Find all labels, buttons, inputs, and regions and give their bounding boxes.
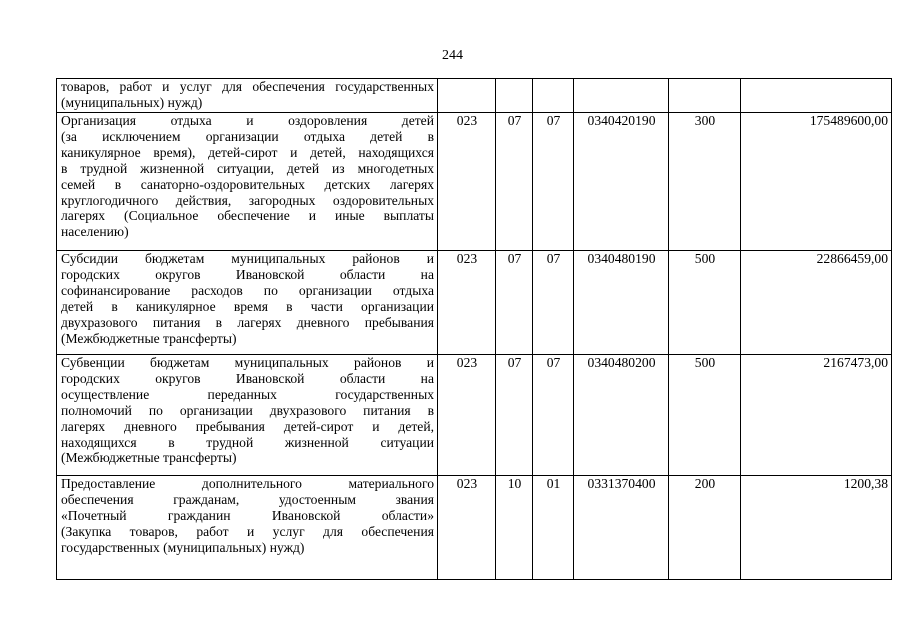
amount-cell: 1200,38 bbox=[741, 476, 892, 580]
description-line: Предоставление дополнительного материального bbox=[61, 476, 434, 491]
description-line: каникулярное время), детей-сирот и детей, находящихся bbox=[61, 144, 434, 160]
description-line: семей в санаторно-оздоровительных детских лагерях bbox=[61, 176, 434, 192]
description-line: Организация отдыха и оздоровления детей bbox=[61, 113, 434, 128]
description-line: в трудной жизненной ситуации, детей из многодетных bbox=[61, 160, 434, 176]
amount-cell: 2167473,00 bbox=[741, 355, 892, 476]
gr-cell: 023 bbox=[438, 251, 496, 355]
description-line: (муниципальных) нужд) bbox=[61, 94, 203, 110]
vr-cell: 500 bbox=[669, 355, 741, 476]
description-line: софинансирование расходов по организации отдыха bbox=[61, 282, 434, 298]
description-line: детей в каникулярное время в части организации bbox=[61, 298, 434, 314]
description-cell bbox=[57, 79, 438, 113]
csr-cell: 0340420190 bbox=[574, 113, 669, 251]
pr-cell: 07 bbox=[533, 113, 574, 251]
table-row bbox=[57, 113, 892, 251]
vr-cell: 500 bbox=[669, 251, 741, 355]
rz-cell: 10 bbox=[496, 476, 533, 580]
description-line: лагерях дневного пребывания детей-сирот и детей, bbox=[61, 418, 434, 434]
csr-cell: 0331370400 bbox=[574, 476, 669, 580]
description-cell bbox=[57, 113, 438, 251]
description-line: (Межбюджетные трансферты) bbox=[61, 450, 237, 466]
table-row bbox=[57, 355, 892, 476]
rz-cell bbox=[496, 79, 533, 113]
description-line: осуществление переданных государственных bbox=[61, 386, 434, 402]
csr-cell bbox=[574, 79, 669, 113]
pr-cell: 07 bbox=[533, 355, 574, 476]
rz-cell: 07 bbox=[496, 355, 533, 476]
page-number: 244 bbox=[442, 48, 463, 63]
pr-cell bbox=[533, 79, 574, 113]
description-line: государственных (муниципальных) нужд) bbox=[61, 539, 305, 555]
description-line: круглогодичного действия, загородных оздоровительных bbox=[61, 192, 434, 208]
description-line: населению) bbox=[61, 224, 129, 240]
pr-cell: 07 bbox=[533, 251, 574, 355]
description-line: двухразового питания в лагерях дневного пребывания bbox=[61, 314, 434, 330]
pr-cell: 01 bbox=[533, 476, 574, 580]
gr-cell: 023 bbox=[438, 113, 496, 251]
description-line: (Закупка товаров, работ и услуг для обеспечения bbox=[61, 523, 434, 539]
description-line: Субсидии бюджетам муниципальных районов и bbox=[61, 251, 434, 266]
amount-cell: 22866459,00 bbox=[741, 251, 892, 355]
description-line: (Межбюджетные трансферты) bbox=[61, 330, 237, 346]
csr-cell: 0340480200 bbox=[574, 355, 669, 476]
amount-cell bbox=[741, 79, 892, 113]
amount-cell: 175489600,00 bbox=[741, 113, 892, 251]
gr-cell: 023 bbox=[438, 476, 496, 580]
description-line: находящихся в трудной жизненной ситуации bbox=[61, 434, 434, 450]
description-line: Субвенции бюджетам муниципальных районов и bbox=[61, 355, 434, 370]
description-line: товаров, работ и услуг для обеспечения государственных bbox=[61, 79, 434, 94]
gr-cell bbox=[438, 79, 496, 113]
budget-table bbox=[56, 78, 892, 580]
gr-cell: 023 bbox=[438, 355, 496, 476]
description-cell bbox=[57, 476, 438, 580]
rz-cell: 07 bbox=[496, 113, 533, 251]
description-cell bbox=[57, 251, 438, 355]
csr-cell: 0340480190 bbox=[574, 251, 669, 355]
vr-cell: 200 bbox=[669, 476, 741, 580]
description-cell bbox=[57, 355, 438, 476]
description-line: (за исключением организации отдыха детей в bbox=[61, 128, 434, 144]
description-line: полномочий по организации двухразового питания в bbox=[61, 402, 434, 418]
description-line: лагерях (Социальное обеспечение и иные выплаты bbox=[61, 208, 434, 224]
description-line: «Почетный гражданин Ивановской области» bbox=[61, 507, 434, 523]
rz-cell: 07 bbox=[496, 251, 533, 355]
vr-cell bbox=[669, 79, 741, 113]
description-line: городских округов Ивановской области на bbox=[61, 266, 434, 282]
table-row bbox=[57, 476, 892, 580]
vr-cell: 300 bbox=[669, 113, 741, 251]
table-row bbox=[57, 251, 892, 355]
description-line: городских округов Ивановской области на bbox=[61, 370, 434, 386]
table-row bbox=[57, 79, 892, 113]
description-line: обеспечения гражданам, удостоенным звания bbox=[61, 491, 434, 507]
